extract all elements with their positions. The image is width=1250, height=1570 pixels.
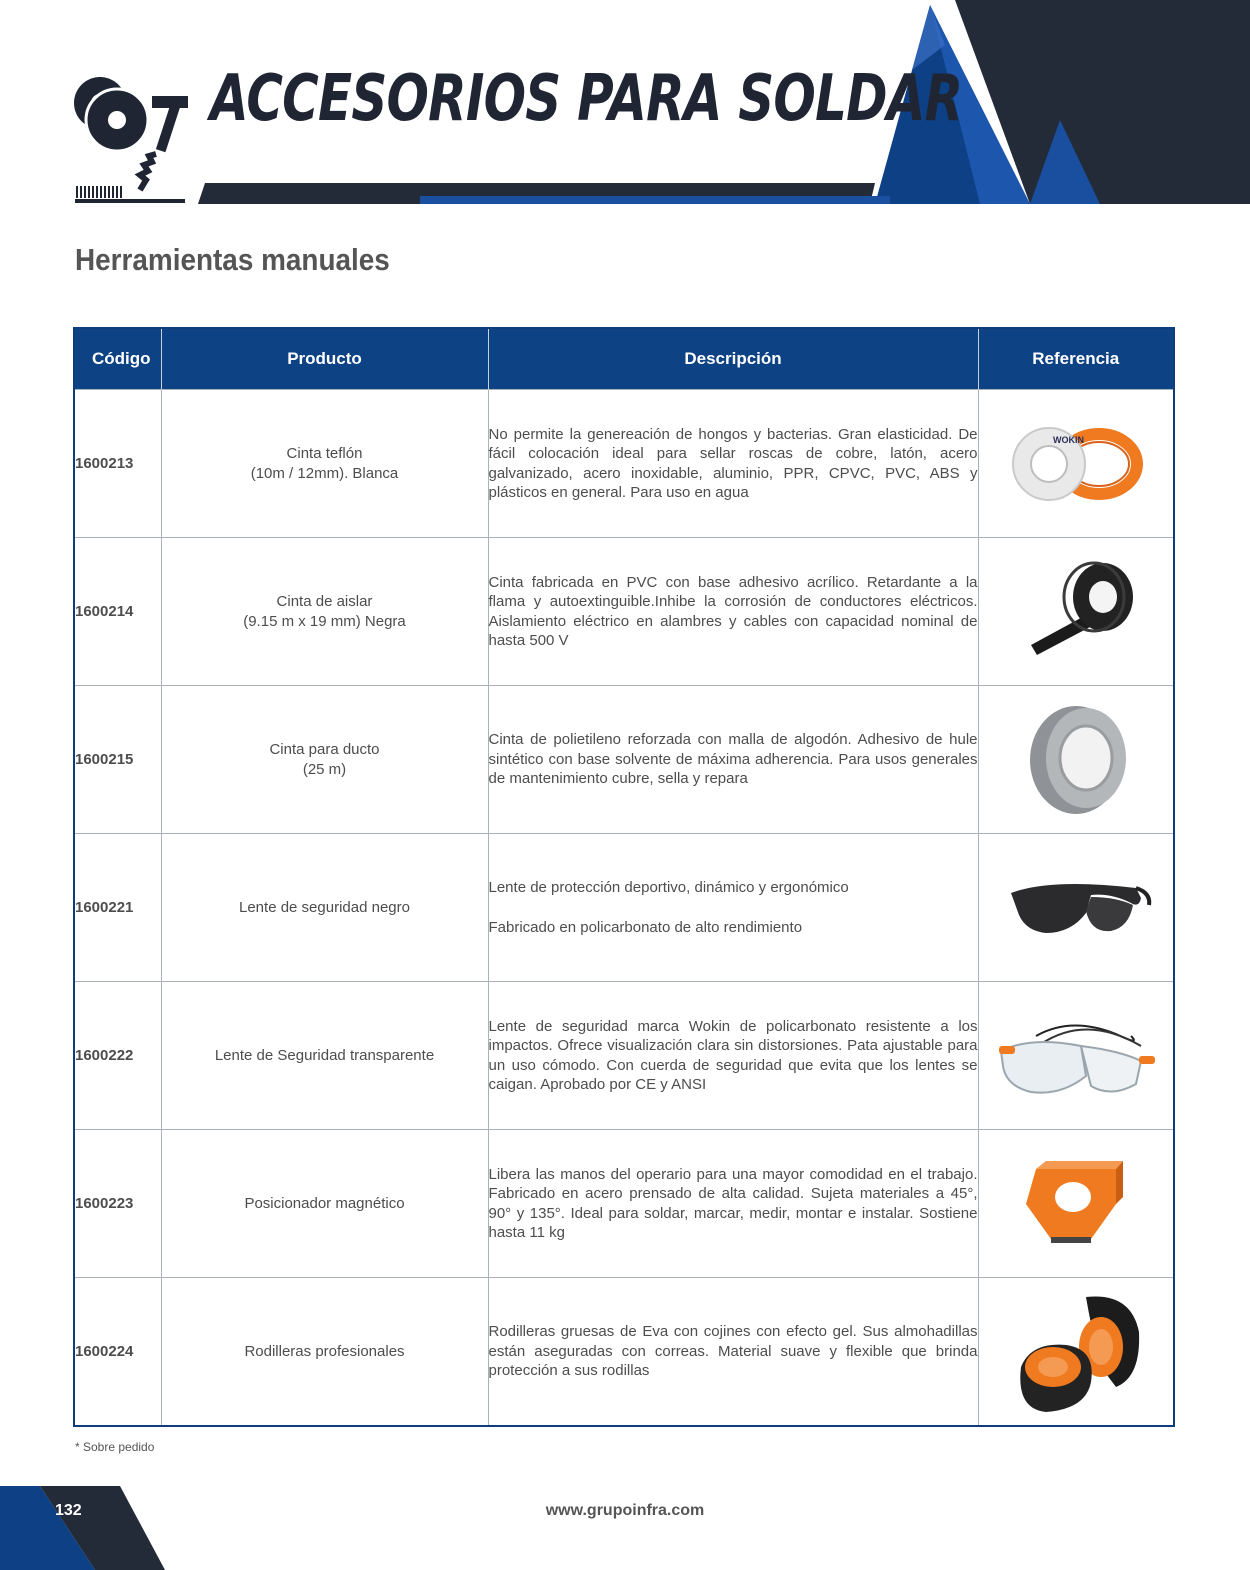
footer-corner-decoration <box>0 1478 170 1570</box>
reference-cell <box>978 834 1174 982</box>
description-text: Cinta fabricada en PVC con base adhesivo acrílico. Retardante a la flama y autoextinguible.Inhibe la corrosión de conductores eléctricos. Aislamiento eléctrico en alambres y cables con capacidad nominal de hasta 500 V <box>488 573 978 649</box>
product-name-line: Lente de seguridad negro <box>239 898 410 916</box>
welding-accessories-icon <box>74 77 188 203</box>
table-row <box>74 1130 1174 1278</box>
column-header-reference: Referencia <box>978 328 1174 390</box>
description-spacer <box>489 898 978 918</box>
reference-cell <box>978 538 1174 686</box>
product-name-line: (25 m) <box>302 760 347 778</box>
product-code: 1600221 <box>74 834 161 982</box>
product-description <box>488 1130 978 1278</box>
section-title: Herramientas manuales <box>75 242 390 277</box>
description-text: Lente de seguridad marca Wokin de policarbonato resistente a los impactos. Ofrece visualización clara sin distorsiones. Pata ajustable para un uso cómodo. Con cuerda de seguridad que evita que los lentes se caigan. Aprobado por CE y ANSI <box>488 1017 978 1093</box>
product-description <box>488 538 978 686</box>
product-code: 1600224 <box>74 1278 161 1427</box>
description-text: Rodilleras gruesas de Eva con cojines con efecto gel. Sus almohadillas están aseguradas con correas. Material suave y flexible que brinda protección a sus rodillas <box>488 1323 978 1380</box>
column-header-product: Producto <box>161 328 488 390</box>
product-description <box>488 686 978 834</box>
product-name <box>161 1130 488 1278</box>
page-number: 132 <box>55 1502 82 1519</box>
table-row <box>74 1278 1174 1427</box>
product-name-line: Cinta de aislar <box>276 592 373 610</box>
product-name-line: (9.15 m x 19 mm) Negra <box>243 612 406 630</box>
product-name-line: Cinta para ducto <box>269 740 380 758</box>
product-description <box>488 1278 978 1427</box>
knee-pads-image <box>991 1287 1161 1417</box>
product-code: 1600222 <box>74 982 161 1130</box>
description-text: Fabricado en policarbonato de alto rendimiento <box>488 918 803 936</box>
column-header-code: Código <box>74 328 161 390</box>
table-row <box>74 538 1174 686</box>
page-title: ACCESORIOS PARA SOLDAR <box>210 62 963 136</box>
product-name-line: Rodilleras profesionales <box>244 1342 405 1360</box>
reference-cell <box>978 686 1174 834</box>
teflon-tape-image <box>991 409 1161 519</box>
product-description <box>488 834 978 982</box>
product-code: 1600214 <box>74 538 161 686</box>
product-name <box>161 390 488 538</box>
product-name-line: Lente de Seguridad transparente <box>214 1046 435 1064</box>
product-description <box>488 390 978 538</box>
description-text: Lente de protección deportivo, dinámico y ergonómico <box>488 879 849 896</box>
product-name <box>161 686 488 834</box>
description-text: Cinta de polietileno reforzada con malla de algodón. Adhesivo de hule sintético con base solvente de máxima adherencia. Para usos generales de mantenimiento cubre, sella y repara <box>488 731 978 788</box>
product-description <box>488 982 978 1130</box>
product-name <box>161 834 488 982</box>
product-code: 1600223 <box>74 1130 161 1278</box>
reference-cell <box>978 390 1174 538</box>
product-code: 1600213 <box>74 390 161 538</box>
duct-tape-image <box>991 700 1161 820</box>
reference-cell <box>978 1278 1174 1427</box>
table-row <box>74 686 1174 834</box>
products-table <box>73 327 1175 1427</box>
product-name <box>161 1278 488 1427</box>
table-row <box>74 834 1174 982</box>
brand-label: WOKIN <box>1052 434 1084 445</box>
clear-safety-glasses-image <box>991 1006 1161 1106</box>
reference-cell <box>978 1130 1174 1278</box>
product-name-line: (10m / 12mm). Blanca <box>250 464 399 482</box>
dark-safety-glasses-image <box>991 863 1161 953</box>
table-row <box>74 390 1174 538</box>
product-name <box>161 538 488 686</box>
electrical-tape-image <box>991 557 1161 667</box>
product-name-line: Posicionador magnético <box>244 1194 405 1212</box>
table-row <box>74 982 1174 1130</box>
product-name <box>161 982 488 1130</box>
website-link[interactable]: www.grupoinfra.com <box>545 1502 705 1519</box>
product-name-line: Cinta teflón <box>286 444 363 462</box>
footnote: * Sobre pedido <box>75 1440 155 1454</box>
column-header-description: Descripción <box>488 328 978 390</box>
product-code: 1600215 <box>74 686 161 834</box>
magnetic-positioner-image <box>991 1149 1161 1259</box>
table-header-row <box>74 328 1174 390</box>
reference-cell <box>978 982 1174 1130</box>
description-text: Libera las manos del operario para una mayor comodidad en el trabajo. Fabricado en acero prensado de alta calidad. Sujeta materiales a 45°, 90° y 135°. Ideal para soldar, marcar, medir, montar e instalar. Sostiene hasta 11 kg <box>488 1165 978 1241</box>
description-text: No permite la genereación de hongos y bacterias. Gran elasticidad. De fácil colocación ideal para sellar roscas de cobre, latón, acero galvanizado, acero inoxidable, aluminio, PPR, CPVC, PVC, ABS y plásticos en general. Para uso en agua <box>488 425 978 501</box>
